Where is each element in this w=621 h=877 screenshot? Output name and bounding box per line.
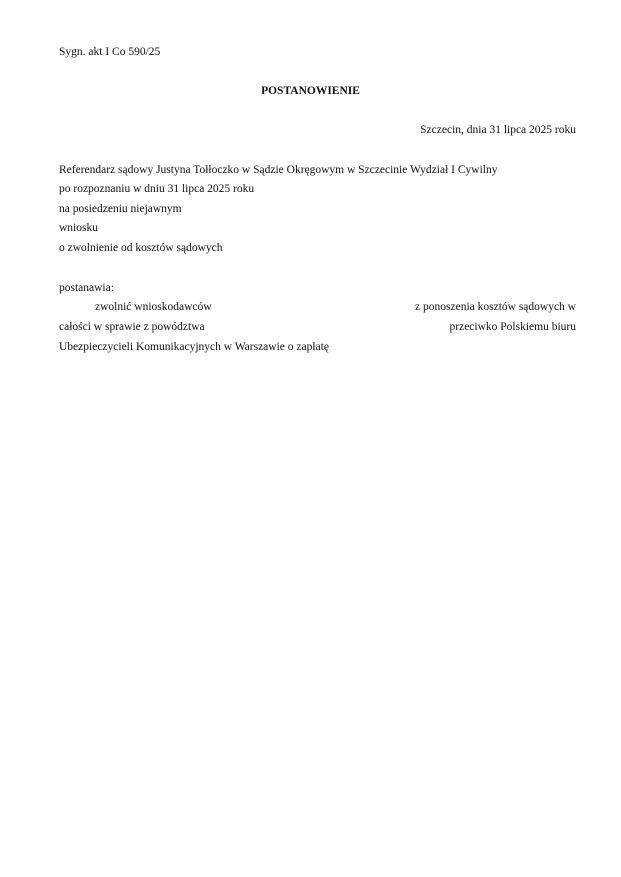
decides-label: postanawia: [59,282,114,294]
document-title: POSTANOWIENIE [261,85,360,97]
place-and-date: Szczecin, dnia 31 lipca 2025 roku [420,124,576,136]
intro-line: na posiedzeniu niejawnym [59,203,182,215]
intro-line: po rozpoznaniu w dniu 31 lipca 2025 roku [59,183,255,195]
intro-line: wniosku [59,222,98,234]
decision-line-2-right: przeciwko Polskiemu biuru [449,321,576,333]
decision-line-1-right: z ponoszenia kosztów sądowych w [415,301,576,313]
intro-line: o zwolnienie od kosztów sądowych [59,242,223,254]
decision-line-1-left: zwolnić wnioskodawców [95,301,212,313]
intro-line: Referendarz sądowy Justyna Tołłoczko w Sądzie Okręgowym w Szczecinie Wydział I Cywilny [59,164,498,176]
case-reference: Sygn. akt I Co 590/25 [59,46,161,58]
decision-line-3: Ubezpieczycieli Komunikacyjnych w Warszawie o zapłatę [59,341,329,353]
decision-line-2-left: całości w sprawie z powództwa [59,321,205,333]
